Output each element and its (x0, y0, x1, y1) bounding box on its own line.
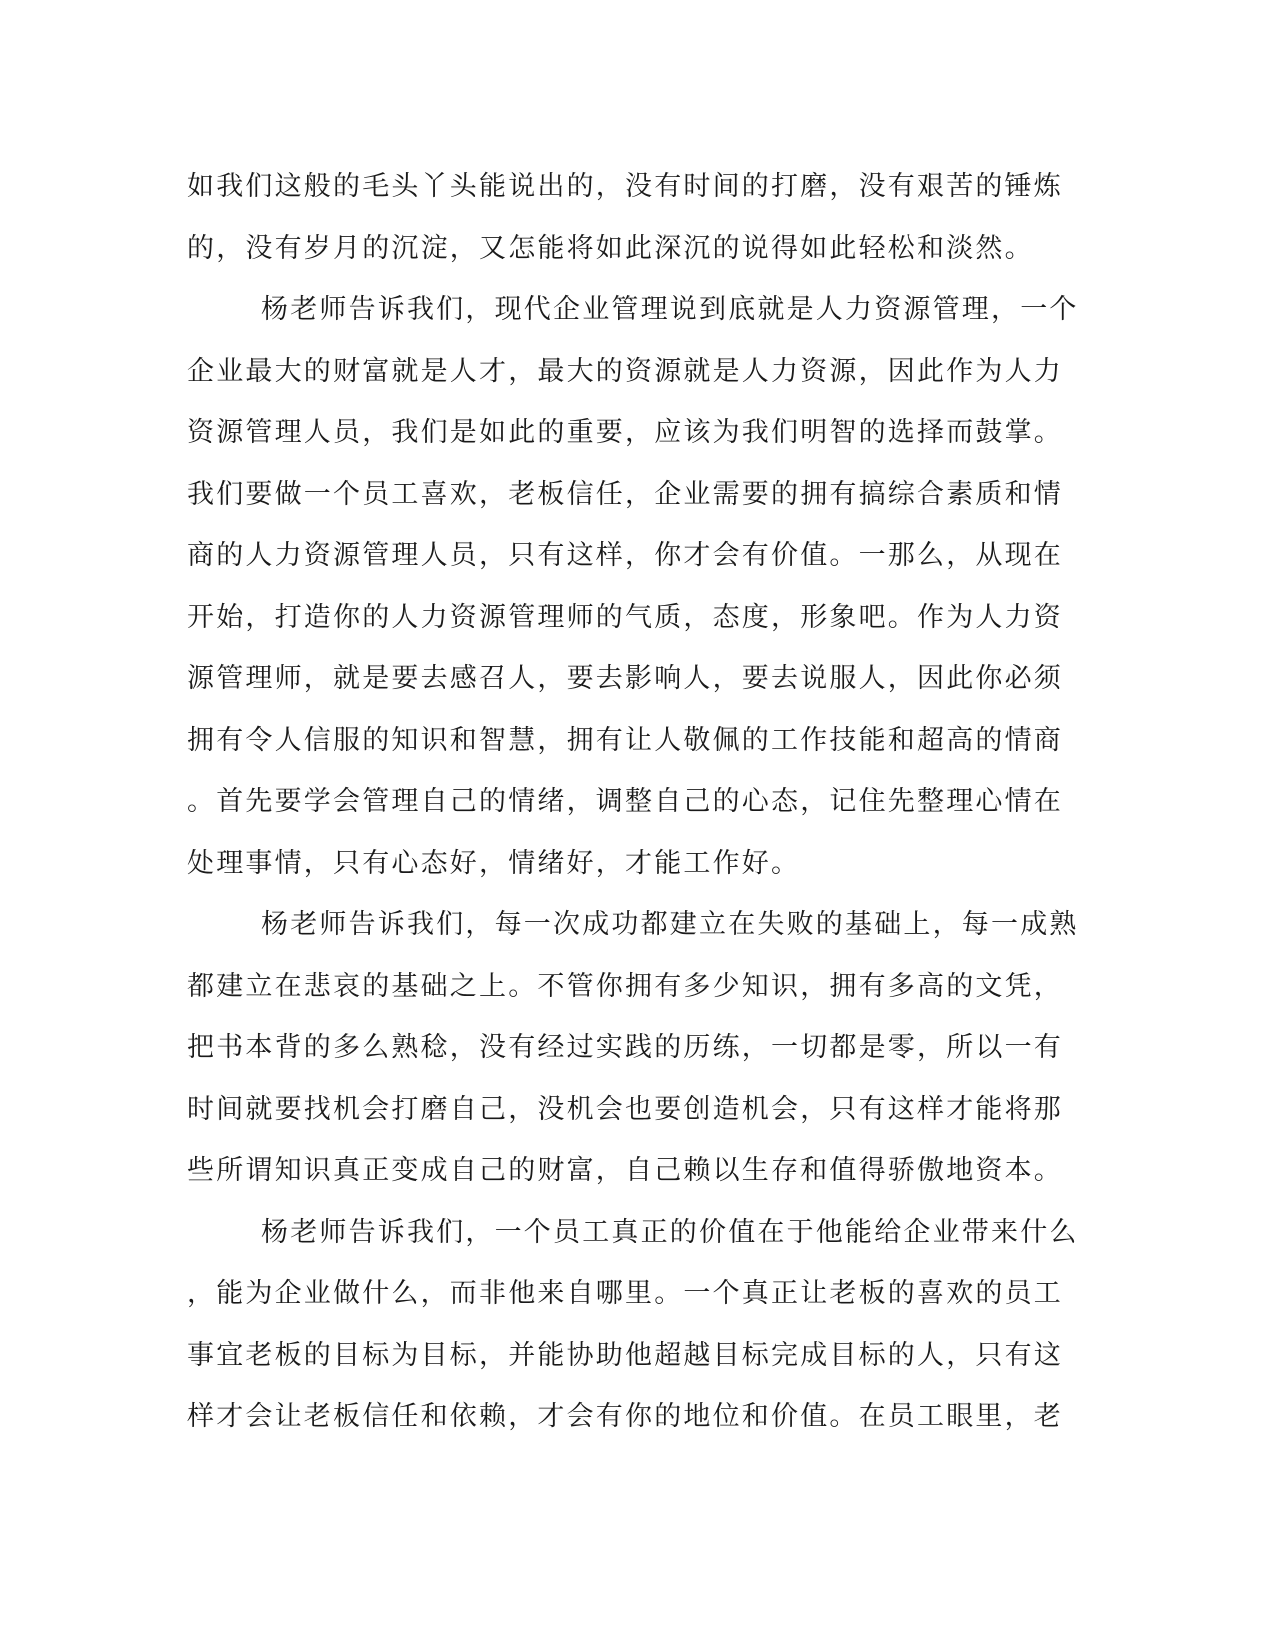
text-line: 拥有令人信服的知识和智慧，拥有让人敬佩的工作技能和超高的情商 (187, 724, 1063, 756)
paragraph-2 (187, 279, 1079, 894)
text-line: 源管理师，就是要去感召人，要去影响人，要去说服人，因此你必须 (187, 663, 1063, 694)
text-line: 把书本背的多么熟稔，没有经过实践的历练，一切都是零，所以一有 (187, 1032, 1063, 1063)
text-line: 。首先要学会管理自己的情绪，调整自己的心态，记住先整理心情在 (187, 786, 1063, 817)
text-line: 我们要做一个员工喜欢，老板信任，企业需要的拥有搞综合素质和情 (187, 478, 1063, 510)
text-line: 杨老师告诉我们，现代企业管理说到底就是人力资源管理，一个 (261, 294, 1079, 325)
paragraph-3 (187, 894, 1079, 1202)
text-line: 杨老师告诉我们，一个员工真正的价值在于他能给企业带来什么 (261, 1216, 1079, 1248)
paragraph-4 (187, 1202, 1079, 1448)
text-line: 的，没有岁月的沉淀，又怎能将如此深沉的说得如此轻松和淡然。 (187, 232, 1034, 264)
document-body (187, 156, 1079, 1448)
text-line: 些所谓知识真正变成自己的财富，自己赖以生存和值得骄傲地资本。 (187, 1155, 1063, 1186)
text-line: 商的人力资源管理人员，只有这样，你才会有价值。一那么，从现在 (187, 540, 1063, 571)
text-line: 开始，打造你的人力资源管理师的气质，态度，形象吧。作为人力资 (187, 601, 1063, 633)
text-line: 杨老师告诉我们，每一次成功都建立在失败的基础上，每一成熟 (261, 909, 1079, 940)
text-line: 资源管理人员，我们是如此的重要，应该为我们明智的选择而鼓掌。 (187, 417, 1063, 448)
text-line: 事宜老板的目标为目标，并能协助他超越目标完成目标的人，只有这 (187, 1339, 1063, 1371)
text-line: 都建立在悲哀的基础之上。不管你拥有多少知识，拥有多高的文凭， (187, 970, 1063, 1002)
text-line: 样才会让老板信任和依赖，才会有你的地位和价值。在员工眼里，老 (187, 1401, 1063, 1432)
paragraph-1 (187, 156, 1067, 279)
text-line: 企业最大的财富就是人才，最大的资源就是人力资源，因此作为人力 (187, 355, 1063, 387)
text-line: 时间就要找机会打磨自己，没机会也要创造机会，只有这样才能将那 (187, 1093, 1063, 1125)
text-line: ，能为企业做什么，而非他来自哪里。一个真正让老板的喜欢的员工 (187, 1278, 1063, 1309)
text-line: 处理事情，只有心态好，情绪好，才能工作好。 (187, 847, 801, 879)
text-line: 如我们这般的毛头丫头能说出的，没有时间的打磨，没有艰苦的锤炼 (187, 171, 1063, 202)
